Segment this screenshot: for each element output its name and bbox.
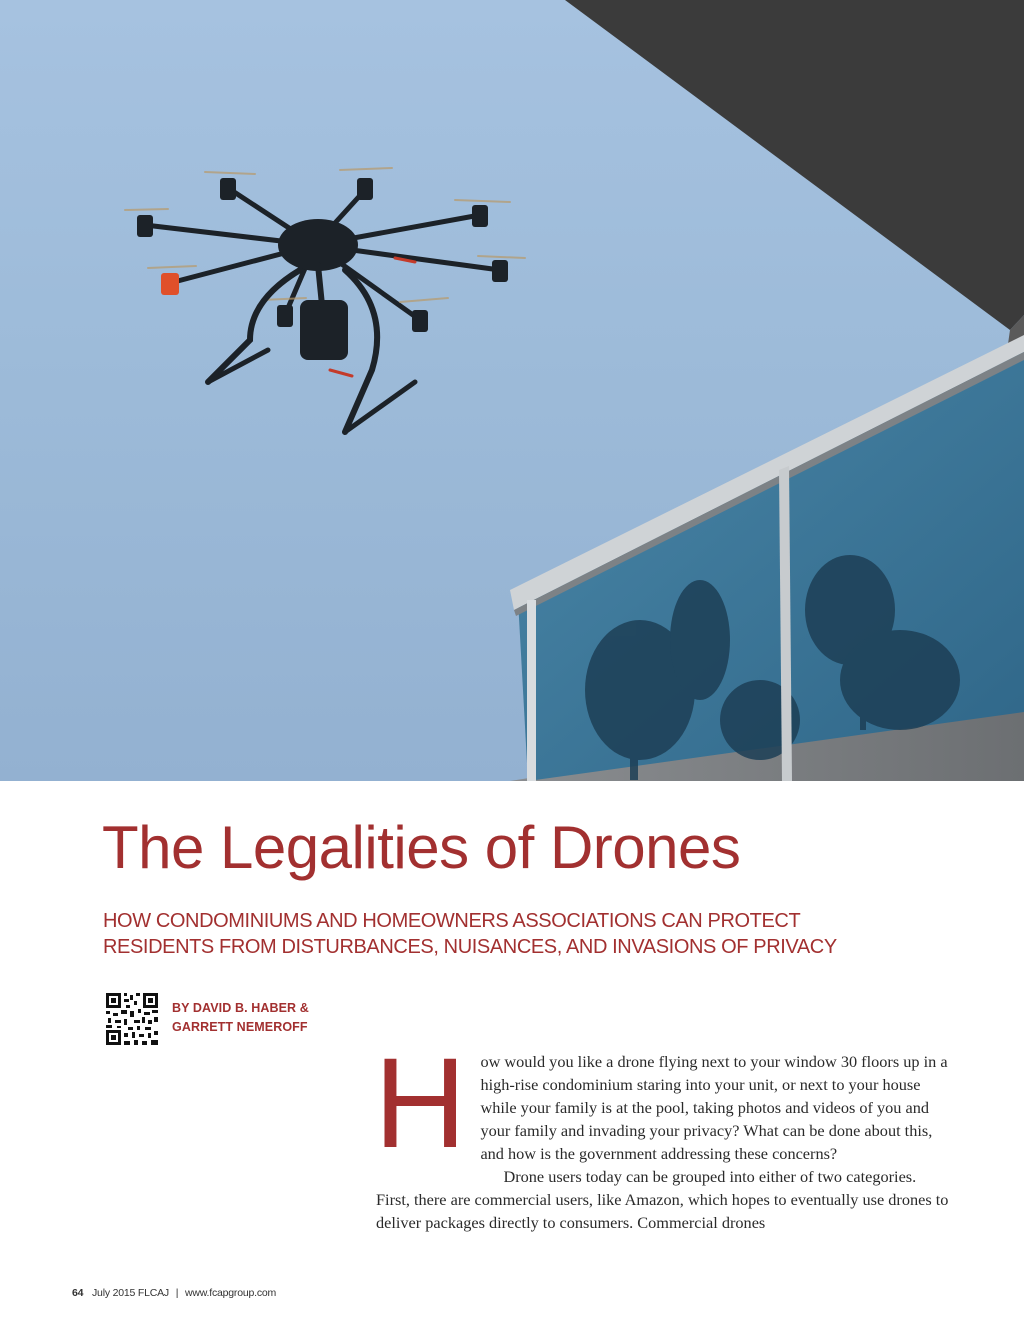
- page-footer: [72, 1287, 276, 1299]
- article-title: The Legalities of Drones: [102, 814, 741, 881]
- qr-code[interactable]: [106, 993, 158, 1045]
- article-paragraph-2: Drone users today can be grouped into either of two categories. First, there are commercial users, like Amazon, which hopes to eventually use drones to deliver packages directly to consumers. Commercial drones: [376, 1167, 949, 1232]
- building-overhang: [565, 0, 1024, 330]
- footer-issue: July 2015: [92, 1287, 136, 1299]
- article-body: [374, 1032, 952, 1234]
- footer-separator: |: [175, 1287, 179, 1299]
- byline: [172, 999, 342, 1037]
- article-subtitle: HOW CONDOMINIUMS AND HOMEOWNERS ASSOCIATIONS CAN PROTECT RESIDENTS FROM DISTURBANCES, NUISANCES, AND INVASIONS OF PRIVACY: [103, 910, 837, 958]
- drop-cap: H: [374, 1032, 467, 1175]
- balcony-post: [527, 600, 536, 781]
- page-number: 64: [72, 1287, 84, 1299]
- drone: [125, 168, 525, 432]
- byline-authors-line2: GARRETT NEMEROFF: [172, 1020, 308, 1034]
- footer-publication: FLCAJ: [137, 1287, 169, 1299]
- footer-website[interactable]: www.fcapgroup.com: [184, 1287, 277, 1299]
- byline-authors-line1: BY DAVID B. HABER &: [172, 1001, 309, 1015]
- article-paragraph-1: ow would you like a drone flying next to your window 30 floors up in a high-rise condominium staring into your unit, or next to your house while your family is at the pool, taking photos and videos of you and your family and invading your privacy? What can be done about this, and how is the government addressing these concerns?: [480, 1052, 948, 1163]
